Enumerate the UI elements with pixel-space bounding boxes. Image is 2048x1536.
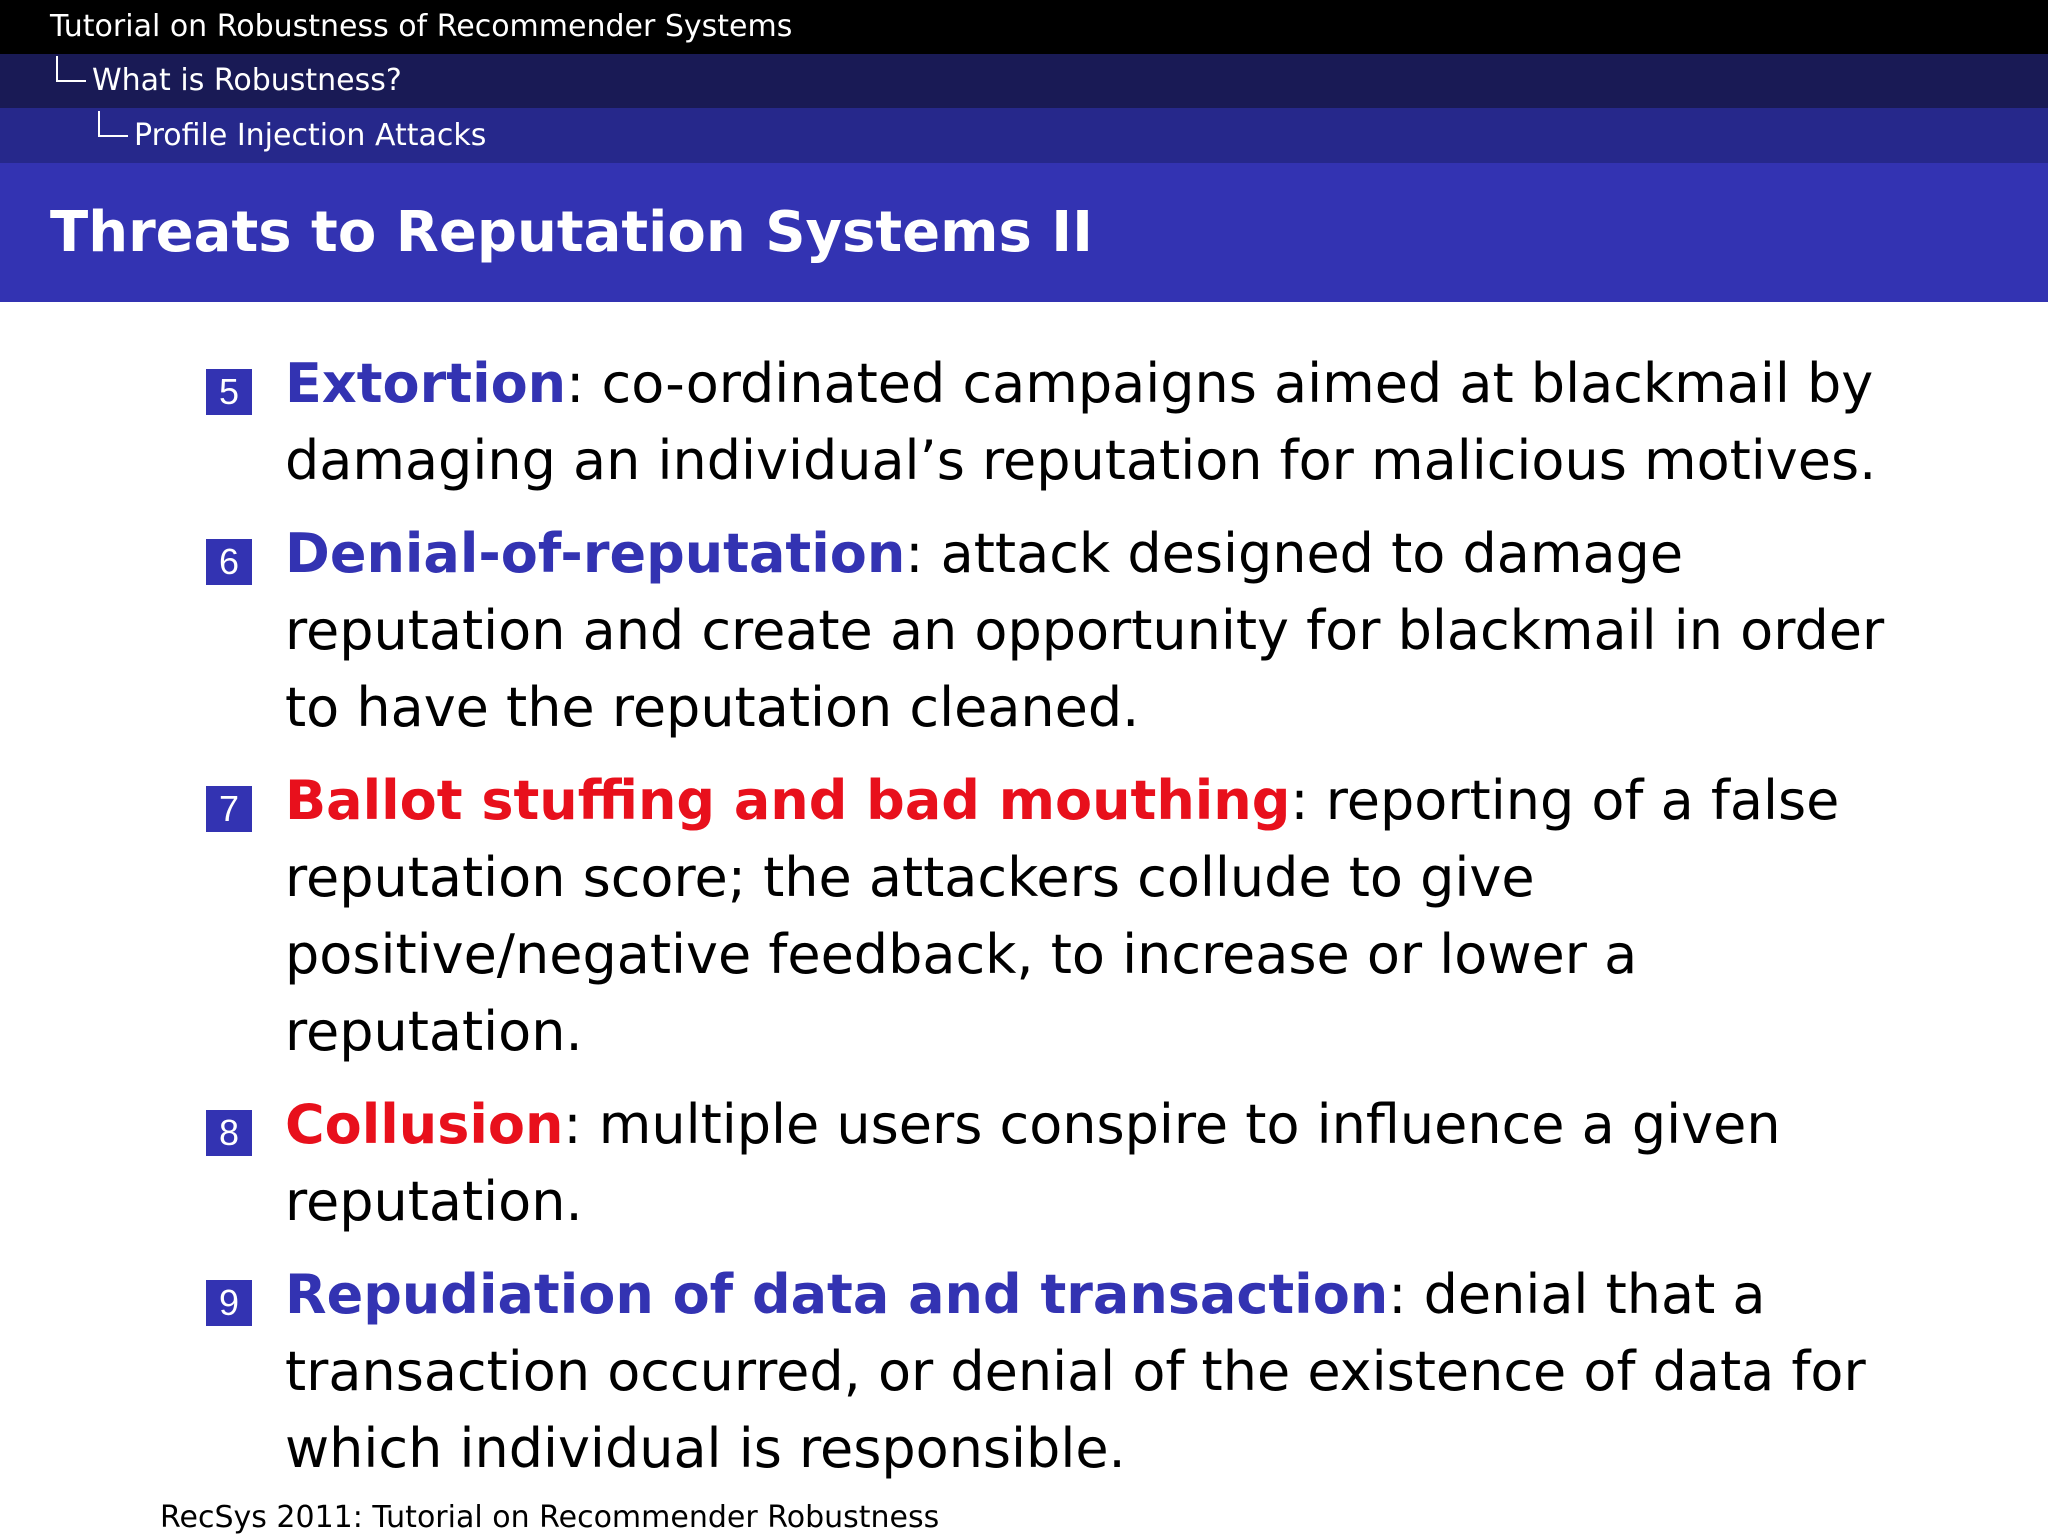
item-term: Ballot stuffing and bad mouthing xyxy=(285,769,1291,832)
header-presentation-title-bar xyxy=(0,0,2048,54)
item-description: attack designed to damage reputation and create an opportunity for blackmail in order to have the reputation cleaned. xyxy=(285,522,1885,739)
list-item xyxy=(205,762,1925,1070)
item-text-block xyxy=(285,515,1925,746)
item-separator: : xyxy=(1290,769,1309,832)
list-item xyxy=(205,345,1925,499)
item-description: reporting of a false reputation score; the attackers collude to give positive/negative feedback, to increase or lower a reputation. xyxy=(285,769,1840,1063)
item-separator: : xyxy=(563,1093,582,1156)
item-separator: : xyxy=(566,352,585,415)
slide-footer xyxy=(160,1500,939,1536)
item-description: co-ordinated campaigns aimed at blackmail by damaging an individual’s reputation for malicious motives. xyxy=(285,352,1877,492)
threat-list xyxy=(205,345,1925,1503)
item-description: multiple users conspire to influence a given reputation. xyxy=(285,1093,1781,1233)
slide-title: Threats to Reputation Systems II xyxy=(50,200,1093,265)
item-number-badge: 8 xyxy=(206,1110,252,1156)
slide-title-bar xyxy=(0,163,2048,302)
list-item xyxy=(205,1086,1925,1240)
tree-branch-icon xyxy=(98,111,128,137)
tree-branch-icon xyxy=(56,56,86,82)
item-number-badge: 9 xyxy=(206,1280,252,1326)
item-term: Denial-of-reputation xyxy=(285,522,906,585)
item-term: Repudiation of data and transaction xyxy=(285,1263,1389,1326)
item-term: Collusion xyxy=(285,1093,564,1156)
item-text-block xyxy=(285,1256,1925,1487)
header-section-bar xyxy=(0,54,2048,108)
item-text-block xyxy=(285,1086,1925,1240)
item-separator: : xyxy=(905,522,924,585)
presentation-title: Tutorial on Robustness of Recommender Systems xyxy=(50,9,793,44)
item-number-badge: 6 xyxy=(206,539,252,585)
item-term: Extortion xyxy=(285,352,567,415)
footer-text: RecSys 2011: Tutorial on Recommender Robustness xyxy=(160,1500,940,1535)
list-item xyxy=(205,1256,1925,1487)
section-title: What is Robustness? xyxy=(92,63,402,98)
item-text-block xyxy=(285,345,1925,499)
item-separator: : xyxy=(1388,1263,1407,1326)
item-number-badge: 5 xyxy=(206,369,252,415)
item-number-badge: 7 xyxy=(206,786,252,832)
header-subsection-bar xyxy=(0,108,2048,163)
item-description: denial that a transaction occurred, or denial of the existence of data for which individual is responsible. xyxy=(285,1263,1866,1480)
list-item xyxy=(205,515,1925,746)
item-text-block xyxy=(285,762,1925,1070)
subsection-title: Profile Injection Attacks xyxy=(134,118,487,153)
